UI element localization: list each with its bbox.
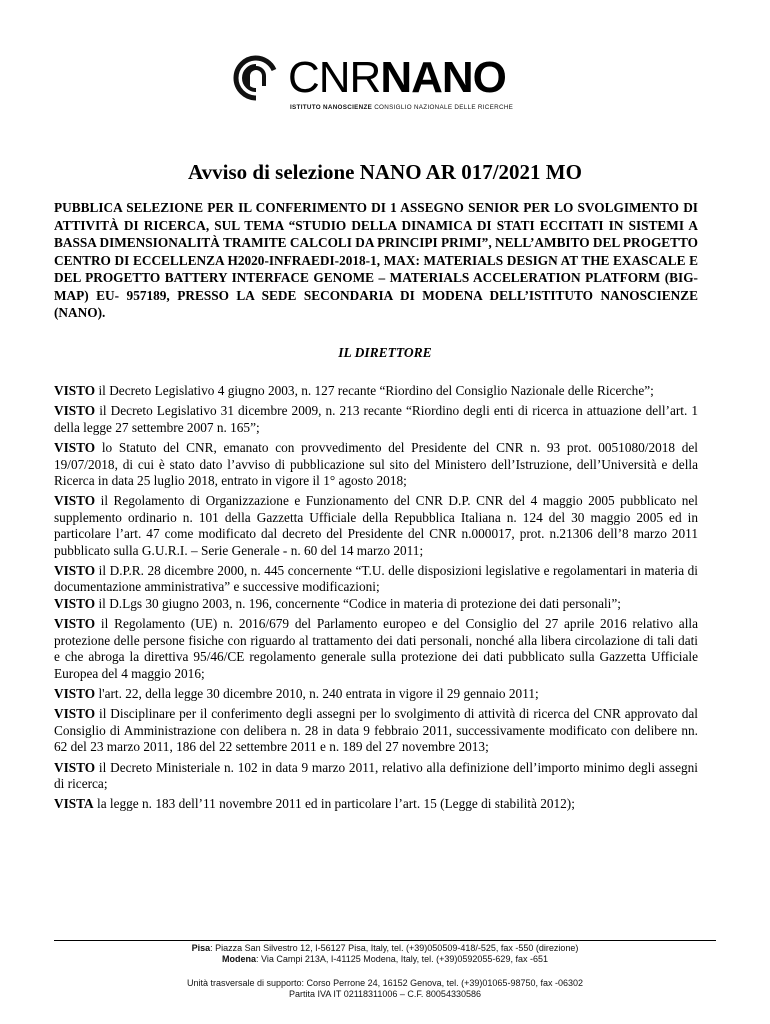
document-subject: PUBBLICA SELEZIONE PER IL CONFERIMENTO DI 1 ASSEGNO SENIOR PER LO SVOLGIMENTO DI ATTIVITÀ DI RICERCA, SUL TEMA “STUDIO DELLA DINAMICA DI STATI ECCITATI IN SISTEMI A BASSA DIMENSIONALITÀ TRAMITE CALCOLI DA PRINCIPI PRIMI”, NELL’AMBITO DEL PROGETTO CENTRO DI ECCELLENZA H2020-INFRAEDI-2018-1, MAX: MATERIALS DESIGN AT THE EXASCALE E DEL PROGETTO BATTERY INTERFACE GENOME – MATERIALS ACCELERATION PLATFORM (BIG-MAP) EU- 957189, PRESSO LA SEDE SECONDARIA DI MODENA DELL’ISTITUTO NANOSCIENZE (NANO). xyxy=(54,200,698,320)
paragraph xyxy=(54,493,698,559)
logo-subtitle-council: CONSIGLIO NAZIONALE DELLE RICERCHE xyxy=(372,104,514,111)
paragraph-lead: VISTO xyxy=(54,616,96,632)
paragraph-lead: VISTO xyxy=(54,383,96,398)
paragraph-text: il Regolamento di Organizzazione e Funzionamento del CNR D.P. CNR del 4 maggio 2005 pubblicato nel supplemento ordinario n. 101 della Gazzetta Ufficiale della Repubblica Italiana n. 124 del 30 maggio 2005 ed in particolare l’art. 47 come modificato dal decreto del Presidente del CNR n.000017, prot. n.21306 dell’8 marzo 2011 pubblicato sulla G.U.R.I. – Serie Generale - n. 60 del 14 marzo 2011; xyxy=(54,493,698,558)
footer-modena-text: : Via Campi 213A, I-41125 Modena, Italy, tel. (+39)0592055-629, fax -651 xyxy=(256,954,548,964)
paragraph-lead: VISTO xyxy=(54,403,96,419)
logo-subtitle xyxy=(290,104,513,111)
logo-subtitle-institute: ISTITUTO NANOSCIENZE xyxy=(290,104,373,111)
paragraph-text: il D.P.R. 28 dicembre 2000, n. 445 concernente “T.U. delle disposizioni legislative e regolamentari in materia di documentazione amministrativa” e successive modificazioni; xyxy=(54,563,698,595)
paragraph-text: il Decreto Legislativo 31 dicembre 2009, n. 213 recante “Riordino degli enti di ricerca in attuazione dell’art. 1 della legge 27 settembre 2007 n. 165”; xyxy=(54,403,698,435)
footer-pisa-label: Pisa xyxy=(191,943,211,953)
footer-support-unit: Unità trasversale di supporto: Corso Perrone 24, 16152 Genova, tel. (+39)01065-98750, fax -06302 xyxy=(187,978,583,988)
document-title: Avviso di selezione NANO AR 017/2021 MO xyxy=(188,160,582,184)
paragraph xyxy=(54,796,698,812)
footer-divider xyxy=(54,940,716,941)
paragraph-lead: VISTO xyxy=(54,563,96,579)
paragraph xyxy=(54,596,698,612)
paragraph-text: il Decreto Legislativo 4 giugno 2003, n. 127 recante “Riordino del Consiglio Nazionale delle Ricerche”; xyxy=(95,383,654,398)
director-heading: IL DIRETTORE xyxy=(338,345,432,360)
paragraph-text: lo Statuto del CNR, emanato con provvedimento del Presidente del CNR n. 93 prot. 0051080/2018 del 19/07/2018, di cui è stato dato l’avviso di pubblicazione sul sito del Ministero dell’Istruzione, dell’Università e della Ricerca in data 25 luglio 2018, entrato in vigore il 1° agosto 2018; xyxy=(54,440,698,489)
paragraph xyxy=(54,686,698,702)
paragraph-text: il Regolamento (UE) n. 2016/679 del Parlamento europeo e del Consiglio del 27 aprile 2016 relativo alla protezione delle persone fisiche con riguardo al trattamento dei dati personali, nonché alla libera circolazione di tali dati e che abroga la direttiva 95/46/CE regolamento generale sulla protezione dei dati pubblicato sulla Gazzetta Ufficiale Europea del 4 maggio 2016; xyxy=(54,616,698,681)
footer-modena-label: Modena xyxy=(222,954,257,964)
paragraph-lead: VISTO xyxy=(54,759,96,775)
paragraph-text: il D.Lgs 30 giugno 2003, n. 196, concernente “Codice in materia di protezione dei dati personali”; xyxy=(95,595,621,611)
paragraph-text: l'art. 22, della legge 30 dicembre 2010, n. 240 entrata in vigore il 29 gennaio 2011; xyxy=(95,685,539,701)
paragraph-text: il Disciplinare per il conferimento degli assegni per lo svolgimento di attività di ricerca del CNR approvato dal Consiglio di Amministrazione con delibera n. 28 in data 9 febbraio 2011, successivamente modificato con delibere nn. 62 del 23 marzo 2011, 186 del 22 settembre 2011 e n. 189 del 27 novembre 2013; xyxy=(54,706,698,755)
paragraph-lead: VISTA xyxy=(54,796,94,812)
paragraph-lead: VISTO xyxy=(54,685,96,701)
footer-vat: Partita IVA IT 02118311006 – C.F. 80054330586 xyxy=(289,989,481,999)
paragraph xyxy=(54,563,698,596)
logo-mark-icon xyxy=(226,52,290,104)
paragraph xyxy=(54,706,698,755)
cnr-nano-logo xyxy=(226,52,526,122)
footer-address-modena xyxy=(0,954,770,965)
footer-pisa-text: : Piazza San Silvestro 12, I-56127 Pisa, Italy, tel. (+39)050509-418/-525, fax -550 (direzione) xyxy=(210,943,579,953)
paragraph xyxy=(54,616,698,682)
paragraph xyxy=(54,760,698,793)
paragraph-lead: VISTO xyxy=(54,595,96,611)
paragraph xyxy=(54,440,698,489)
paragraph-text: il Decreto Ministeriale n. 102 in data 9 marzo 2011, relativo alla definizione dell’importo minimo degli assegni di ricerca; xyxy=(54,759,698,791)
paragraph-lead: VISTO xyxy=(54,440,96,456)
logo-wordmark xyxy=(288,54,506,102)
paragraph xyxy=(54,383,698,399)
paragraph xyxy=(54,403,698,436)
paragraph-lead: VISTO xyxy=(54,706,96,722)
logo-wordmark-cnr: CNR xyxy=(288,53,381,102)
paragraph-lead: VISTO xyxy=(54,493,96,509)
document-body xyxy=(54,383,698,817)
logo-wordmark-nano: NANO xyxy=(380,53,506,102)
footer-address-pisa xyxy=(0,943,770,954)
paragraph-text: la legge n. 183 dell’11 novembre 2011 ed in particolare l’art. 15 (Legge di stabilità 2012); xyxy=(93,796,575,812)
